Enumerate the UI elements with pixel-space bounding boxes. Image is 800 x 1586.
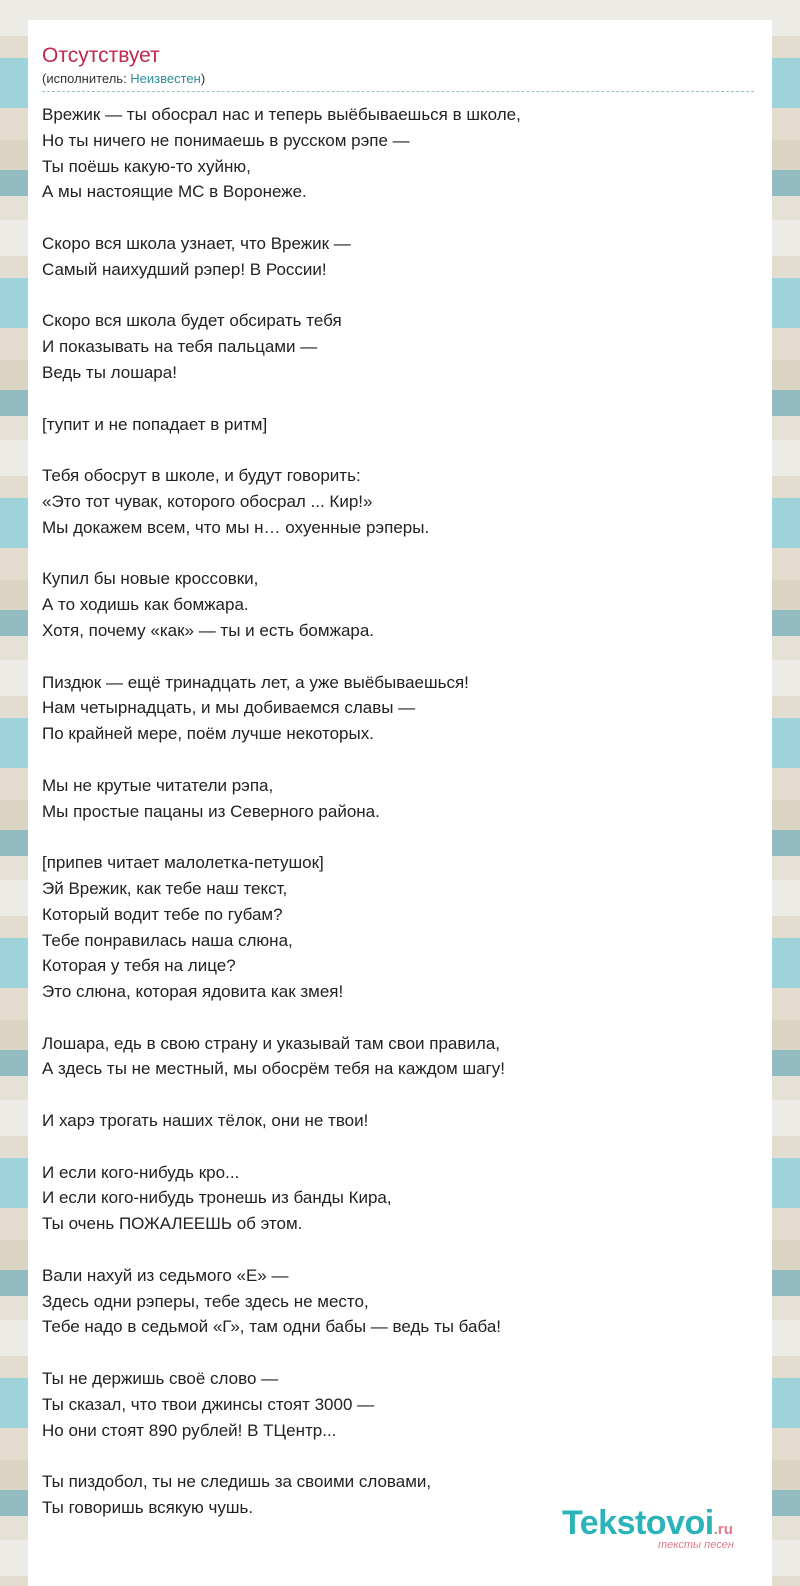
- site-logo[interactable]: [562, 1505, 772, 1555]
- song-header: [42, 42, 754, 87]
- lyric-line: И харэ трогать наших тёлок, они не твои!: [42, 1111, 369, 1131]
- logo-name: Tekstovoi: [562, 1504, 714, 1542]
- lyric-line: Пиздюк — ещё тринадцать лет, а уже выёбываешься!: [42, 672, 469, 692]
- lyric-line: Но ты ничего не понимаешь в русском рэпе —: [42, 130, 410, 150]
- lyrics-page: [28, 20, 772, 1586]
- lyric-line: Ведь ты лошара!: [42, 362, 177, 382]
- lyric-line: Скоро вся школа будет обсирать тебя: [42, 311, 342, 331]
- lyrics-text: [42, 102, 754, 1521]
- lyric-line: Эй Врежик, как тебе наш текст,: [42, 878, 288, 898]
- lyric-line: Ты не держишь своё слово —: [42, 1369, 279, 1389]
- lyric-line: Мы не крутые читатели рэпа,: [42, 775, 274, 795]
- lyric-line: Самый наихудший рэпер! В России!: [42, 259, 327, 279]
- lyric-line: Ты сказал, что твои джинсы стоят 3000 —: [42, 1394, 375, 1414]
- logo-tagline: тексты песен: [658, 1539, 734, 1551]
- stanza-break: [42, 1237, 754, 1263]
- byline-suffix: ): [200, 71, 206, 86]
- lyric-line: Который водит тебе по губам?: [42, 904, 283, 924]
- stanza-break: [42, 1340, 754, 1366]
- lyric-line: Лошара, едь в свою страну и указывай там свои правила,: [42, 1033, 501, 1053]
- lyric-line: По крайней мере, поём лучше некоторых.: [42, 724, 374, 744]
- logo-tld: .ru: [713, 1521, 733, 1538]
- stanza-break: [42, 747, 754, 773]
- lyric-line: Тебя обосрут в школе, и будут говорить:: [42, 466, 361, 486]
- lyric-line: «Это тот чувак, которого обосрал ... Кир!»: [42, 491, 373, 511]
- stanza-break: [42, 1134, 754, 1160]
- lyric-line: [тупит и не попадает в ритм]: [42, 414, 268, 434]
- lyric-line: А здесь ты не местный, мы обосрём тебя на каждом шагу!: [42, 1059, 505, 1079]
- lyric-line: Врежик — ты обосрал нас и теперь выёбываешься в школе,: [42, 105, 521, 124]
- lyric-line: А то ходишь как бомжара.: [42, 595, 249, 615]
- lyric-line: И если кого-нибудь тронешь из банды Кира,: [42, 1188, 392, 1208]
- lyric-line: Мы простые пацаны из Северного района.: [42, 801, 380, 821]
- lyric-line: Нам четырнадцать, и мы добиваемся славы —: [42, 698, 416, 718]
- lyric-line: Но они стоят 890 рублей! В ТЦентр...: [42, 1420, 337, 1440]
- lyric-line: И показывать на тебя пальцами —: [42, 337, 318, 357]
- stanza-break: [42, 541, 754, 567]
- stanza-break: [42, 205, 754, 231]
- lyric-line: Здесь одни рэперы, тебе здесь не место,: [42, 1291, 369, 1311]
- lyric-line: Мы докажем всем, что мы н… охуенные рэперы.: [42, 517, 430, 537]
- lyric-line: Ты очень ПОЖАЛЕЕШЬ об этом.: [42, 1214, 303, 1234]
- lyric-line: Тебе понравилась наша слюна,: [42, 930, 293, 950]
- lyric-line: Тебе надо в седьмой «Г», там одни бабы — ведь ты баба!: [42, 1317, 501, 1337]
- lyric-line: Хотя, почему «как» — ты и есть бомжара.: [42, 620, 375, 640]
- lyric-line: Вали нахуй из седьмого «Е» —: [42, 1265, 289, 1285]
- lyric-line: Ты пиздобол, ты не следишь за своими словами,: [42, 1472, 432, 1492]
- lyric-line: И если кого-нибудь кро...: [42, 1162, 240, 1182]
- lyric-line: Скоро вся школа узнает, что Врежик —: [42, 233, 351, 253]
- header-divider: [42, 91, 754, 92]
- stanza-break: [42, 386, 754, 412]
- lyric-line: Это слюна, которая ядовита как змея!: [42, 982, 344, 1002]
- stanza-break: [42, 1082, 754, 1108]
- stanza-break: [42, 283, 754, 309]
- lyric-line: [припев читает малолетка-петушок]: [42, 853, 324, 873]
- stanza-break: [42, 437, 754, 463]
- stanza-break: [42, 1443, 754, 1469]
- song-title: Отсутствует: [42, 44, 160, 67]
- lyric-line: Купил бы новые кроссовки,: [42, 569, 259, 589]
- lyric-line: А мы настоящие МС в Воронеже.: [42, 182, 307, 202]
- stanza-break: [42, 824, 754, 850]
- byline-prefix: (исполнитель:: [42, 71, 131, 86]
- artist-link[interactable]: Неизвестен: [130, 71, 201, 86]
- stanza-break: [42, 1005, 754, 1031]
- lyric-line: Которая у тебя на лице?: [42, 956, 236, 976]
- lyric-line: Ты поёшь какую-то хуйню,: [42, 156, 251, 176]
- artist-byline: [42, 70, 754, 87]
- lyric-line: Ты говоришь всякую чушь.: [42, 1498, 254, 1518]
- stanza-break: [42, 644, 754, 670]
